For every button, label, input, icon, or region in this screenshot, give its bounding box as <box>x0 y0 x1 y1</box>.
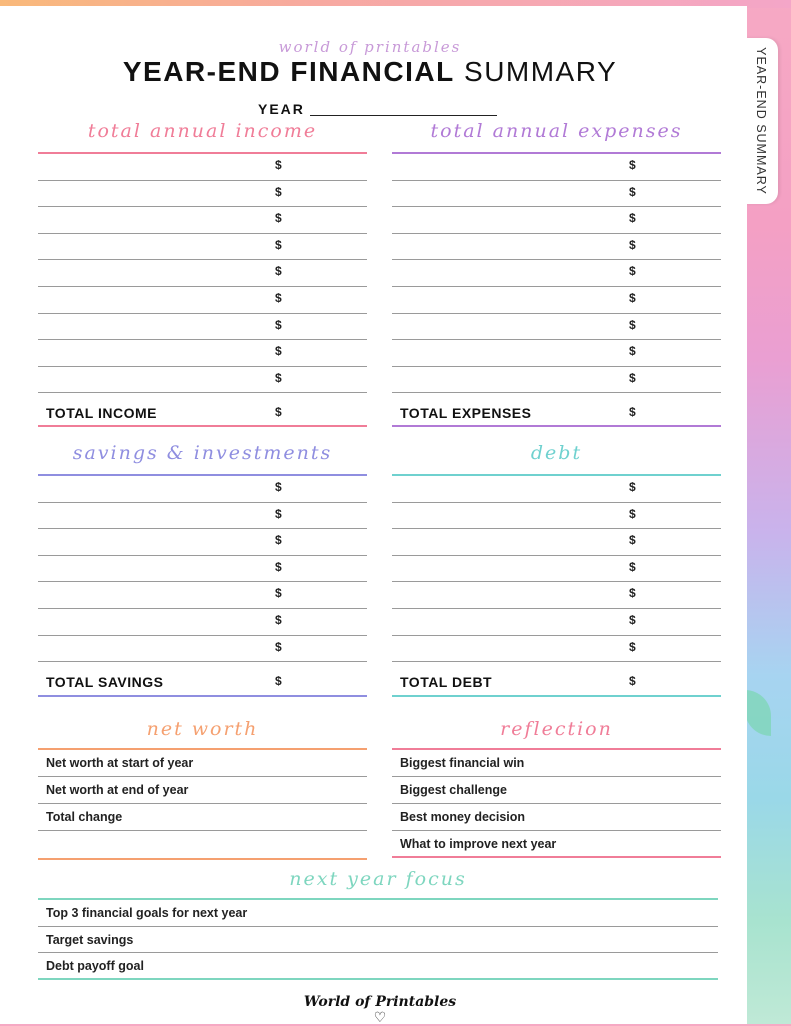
networth-row[interactable] <box>38 804 367 831</box>
currency-symbol: $ <box>275 211 282 226</box>
currency-symbol: $ <box>629 480 636 494</box>
currency-symbol: $ <box>275 613 282 627</box>
currency-symbol: $ <box>275 264 282 279</box>
debt-total-rule <box>392 695 721 697</box>
footer-brand: World of Printables ♡ <box>303 994 457 1026</box>
focus-row[interactable] <box>38 953 718 980</box>
networth-row[interactable] <box>38 831 367 858</box>
reflection-title: reflection <box>500 718 613 740</box>
debt-total-label: TOTAL DEBT <box>400 674 493 690</box>
currency-symbol: $ <box>275 370 282 385</box>
currency-symbol: $ <box>275 506 282 521</box>
expenses-row[interactable] <box>392 154 721 181</box>
focus-row[interactable] <box>38 927 718 954</box>
income-row[interactable] <box>38 340 367 367</box>
debt-row[interactable] <box>392 636 721 663</box>
currency-symbol: $ <box>629 317 636 332</box>
expenses-row[interactable] <box>392 207 721 234</box>
debt-row[interactable] <box>392 582 721 609</box>
currency-symbol: $ <box>275 184 282 199</box>
networth-bottom-rule <box>38 858 367 860</box>
currency-symbol: $ <box>275 291 282 305</box>
currency-symbol: $ <box>275 405 282 419</box>
currency-symbol: $ <box>629 158 636 172</box>
income-row[interactable] <box>38 154 367 181</box>
side-tab[interactable] <box>744 38 778 204</box>
currency-symbol: $ <box>629 264 636 279</box>
savings-row[interactable] <box>38 609 367 636</box>
reflection-row-label: Biggest challenge <box>400 783 507 797</box>
focus-row-label: Target savings <box>46 932 134 947</box>
currency-symbol: $ <box>275 586 282 601</box>
income-row[interactable] <box>38 367 367 394</box>
reflection-bottom-rule <box>392 856 721 858</box>
savings-title: savings & investments <box>72 442 333 464</box>
networth-row-label: Net worth at start of year <box>46 756 194 770</box>
networth-row[interactable] <box>38 750 367 777</box>
expenses-title: total annual expenses <box>430 120 683 142</box>
networth-row-label: Net worth at end of year <box>46 783 189 797</box>
income-row[interactable] <box>38 287 367 314</box>
year-input-line[interactable] <box>310 115 497 116</box>
debt-row[interactable] <box>392 609 721 636</box>
currency-symbol: $ <box>629 211 636 226</box>
currency-symbol: $ <box>629 674 636 688</box>
networth-row-label: Total change <box>46 810 123 824</box>
currency-symbol: $ <box>275 533 282 548</box>
savings-row[interactable] <box>38 636 367 663</box>
planner-page <box>0 6 747 1024</box>
debt-row[interactable] <box>392 556 721 583</box>
reflection-row[interactable] <box>392 804 721 831</box>
networth-title: net worth <box>146 718 259 740</box>
currency-symbol: $ <box>629 639 636 654</box>
currency-symbol: $ <box>629 344 636 359</box>
year-field[interactable] <box>258 101 305 121</box>
expenses-total-rule <box>392 425 721 427</box>
expenses-row[interactable] <box>392 367 721 394</box>
focus-row[interactable] <box>38 900 718 927</box>
reflection-row-label: What to improve next year <box>400 837 557 851</box>
currency-symbol: $ <box>275 317 282 332</box>
reflection-row[interactable] <box>392 777 721 804</box>
currency-symbol: $ <box>629 506 636 521</box>
currency-symbol: $ <box>629 237 636 252</box>
reflection-row[interactable] <box>392 750 721 777</box>
focus-title: next year focus <box>289 868 467 890</box>
savings-row[interactable] <box>38 582 367 609</box>
page-title <box>100 56 640 88</box>
debt-title: debt <box>530 442 583 464</box>
currency-symbol: $ <box>629 370 636 385</box>
currency-symbol: $ <box>275 480 282 494</box>
expenses-row[interactable] <box>392 234 721 261</box>
currency-symbol: $ <box>629 559 636 574</box>
income-row[interactable] <box>38 314 367 341</box>
currency-symbol: $ <box>275 639 282 654</box>
income-total-rule <box>38 425 367 427</box>
year-label: YEAR <box>258 101 305 117</box>
focus-bottom-rule <box>38 978 718 980</box>
income-row[interactable] <box>38 207 367 234</box>
currency-symbol: $ <box>629 586 636 601</box>
income-total-label: TOTAL INCOME <box>46 405 157 421</box>
expenses-row[interactable] <box>392 314 721 341</box>
page-title-bold: YEAR-END FINANCIAL <box>122 56 455 87</box>
currency-symbol: $ <box>275 237 282 252</box>
debt-row[interactable] <box>392 529 721 556</box>
side-tab-label: YEAR-END SUMMARY <box>754 47 768 195</box>
savings-total-rule <box>38 695 367 697</box>
currency-symbol: $ <box>275 158 282 172</box>
page-title-light: SUMMARY <box>464 56 618 87</box>
savings-total-label: TOTAL SAVINGS <box>46 674 164 690</box>
income-row[interactable] <box>38 260 367 287</box>
savings-row[interactable] <box>38 476 367 503</box>
currency-symbol: $ <box>275 344 282 359</box>
currency-symbol: $ <box>275 559 282 574</box>
currency-symbol: $ <box>629 184 636 199</box>
focus-row-label: Top 3 financial goals for next year <box>46 906 248 920</box>
expenses-row[interactable] <box>392 287 721 314</box>
savings-row[interactable] <box>38 529 367 556</box>
expenses-row[interactable] <box>392 340 721 367</box>
expenses-total-label: TOTAL EXPENSES <box>400 405 532 421</box>
income-title: total annual income <box>87 120 318 142</box>
reflection-row-label: Biggest financial win <box>400 756 525 770</box>
networth-row[interactable] <box>38 777 367 804</box>
currency-symbol: $ <box>275 674 282 688</box>
currency-symbol: $ <box>629 405 636 419</box>
debt-row[interactable] <box>392 476 721 503</box>
debt-row[interactable] <box>392 503 721 530</box>
expenses-row[interactable] <box>392 181 721 208</box>
income-row[interactable] <box>38 234 367 261</box>
brand-script: world of printables <box>278 38 462 56</box>
currency-symbol: $ <box>629 613 636 627</box>
expenses-row[interactable] <box>392 260 721 287</box>
currency-symbol: $ <box>629 533 636 548</box>
savings-row[interactable] <box>38 503 367 530</box>
income-row[interactable] <box>38 181 367 208</box>
reflection-row-label: Best money decision <box>400 810 526 824</box>
reflection-row[interactable] <box>392 831 721 858</box>
leaf-decoration <box>745 690 771 736</box>
savings-row[interactable] <box>38 556 367 583</box>
currency-symbol: $ <box>629 291 636 305</box>
focus-row-label: Debt payoff goal <box>46 959 144 974</box>
